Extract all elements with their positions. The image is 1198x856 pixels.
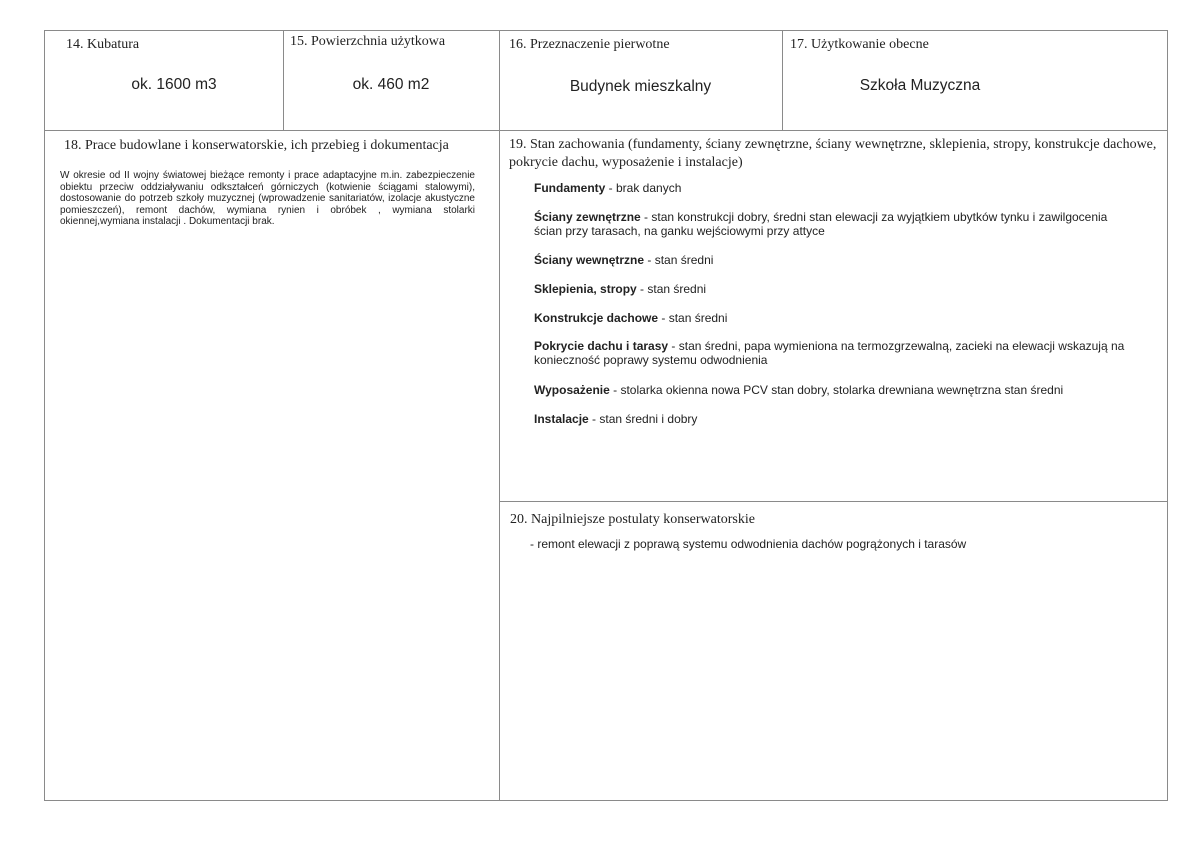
item-text: - stolarka okienna nowa PCV stan dobry, stolarka drewniana wewnętrzna stan średni [609, 383, 1064, 397]
field-17-header: 17. Użytkowanie obecne [790, 37, 929, 52]
item-text: - stan średni, papa wymieniona na termozgrzewalną, zacieki na elewacji wskazują na konieczność poprawy systemu odwodnienia [534, 339, 1125, 368]
field-17-value: Szkoła Muzyczna [859, 77, 981, 94]
field-14-header: 14. Kubatura [66, 37, 140, 52]
divider-center [499, 30, 500, 801]
field-15-header: 15. Powierzchnia użytkowa [290, 34, 446, 49]
item-text: - stan średni [644, 253, 714, 267]
field-15-value: ok. 460 m2 [352, 76, 430, 93]
item-text: - stan średni [636, 282, 707, 296]
item-konstrukcje-dachowe [534, 311, 1134, 325]
item-label: Wyposażenie [534, 383, 610, 397]
item-label: Ściany wewnętrzne [534, 253, 645, 267]
item-sciany-zewnetrzne [534, 210, 1134, 239]
item-sciany-wewnetrzne [534, 253, 1134, 267]
section20-body: - remont elewacji z poprawą systemu odwodnienia dachów pogrążonych i tarasów [530, 537, 967, 551]
section19-bottom-line [499, 501, 1168, 502]
field-16-header: 16. Przeznaczenie pierwotne [509, 37, 670, 52]
item-label: Ściany zewnętrzne [534, 210, 641, 224]
item-sklepienia-stropy [534, 282, 1134, 296]
section19-header: 19. Stan zachowania (fundamenty, ściany zewnętrzne, ściany wewnętrzne, sklepienia, stropy, konstrukcje dachowe, pokrycie dachu, wyposażenie i instalacje) [509, 137, 1157, 170]
item-text: - stan średni i dobry [588, 412, 698, 426]
border-right [1167, 30, 1168, 801]
item-label: Konstrukcje dachowe [534, 311, 659, 325]
row1-bottom-line [44, 130, 1168, 131]
field-14-value: ok. 1600 m3 [131, 76, 217, 93]
section20-header: 20. Najpilniejsze postulaty konserwatorskie [510, 512, 755, 527]
item-text: - brak danych [605, 181, 682, 195]
item-label: Instalacje [534, 412, 589, 426]
item-text: - stan konstrukcji dobry, średni stan elewacji za wyjątkiem ubytków tynku i zawilgocenia ścian przy tarasach, na ganku wejściowymi przy attyce [534, 210, 1108, 239]
border-bottom [44, 800, 1168, 801]
item-label: Sklepienia, stropy [534, 282, 637, 296]
item-label: Fundamenty [534, 181, 606, 195]
section18-body: W okresie od II wojny światowej bieżące remonty i prace adaptacyjne m.in. zabezpieczenie obiektu przeciw oddziaływaniu odkształceń górniczych (kotwienie ściągami stalowymi), dostosowanie do potrzeb szkoły muzycznej (wprowadzenie sanitariatów, izolacje akustyczne pomieszczeń), remont dachów, wymiana rynien i obróbek , wymiana stolarki okiennej,wymiana instalacji . Dokumentacji brak. [60, 170, 475, 228]
item-wyposazenie [534, 383, 1134, 397]
item-pokrycie-dachu [534, 339, 1134, 368]
border-left [44, 30, 45, 801]
border-top [44, 30, 1168, 31]
item-instalacje [534, 412, 1134, 426]
item-label: Pokrycie dachu i tarasy [534, 339, 669, 353]
item-text: - stan średni [658, 311, 728, 325]
section18-header: 18. Prace budowlane i konserwatorskie, ich przebieg i dokumentacja [64, 138, 449, 153]
field-16-value: Budynek mieszkalny [569, 78, 712, 95]
item-fundamenty [534, 181, 1134, 195]
